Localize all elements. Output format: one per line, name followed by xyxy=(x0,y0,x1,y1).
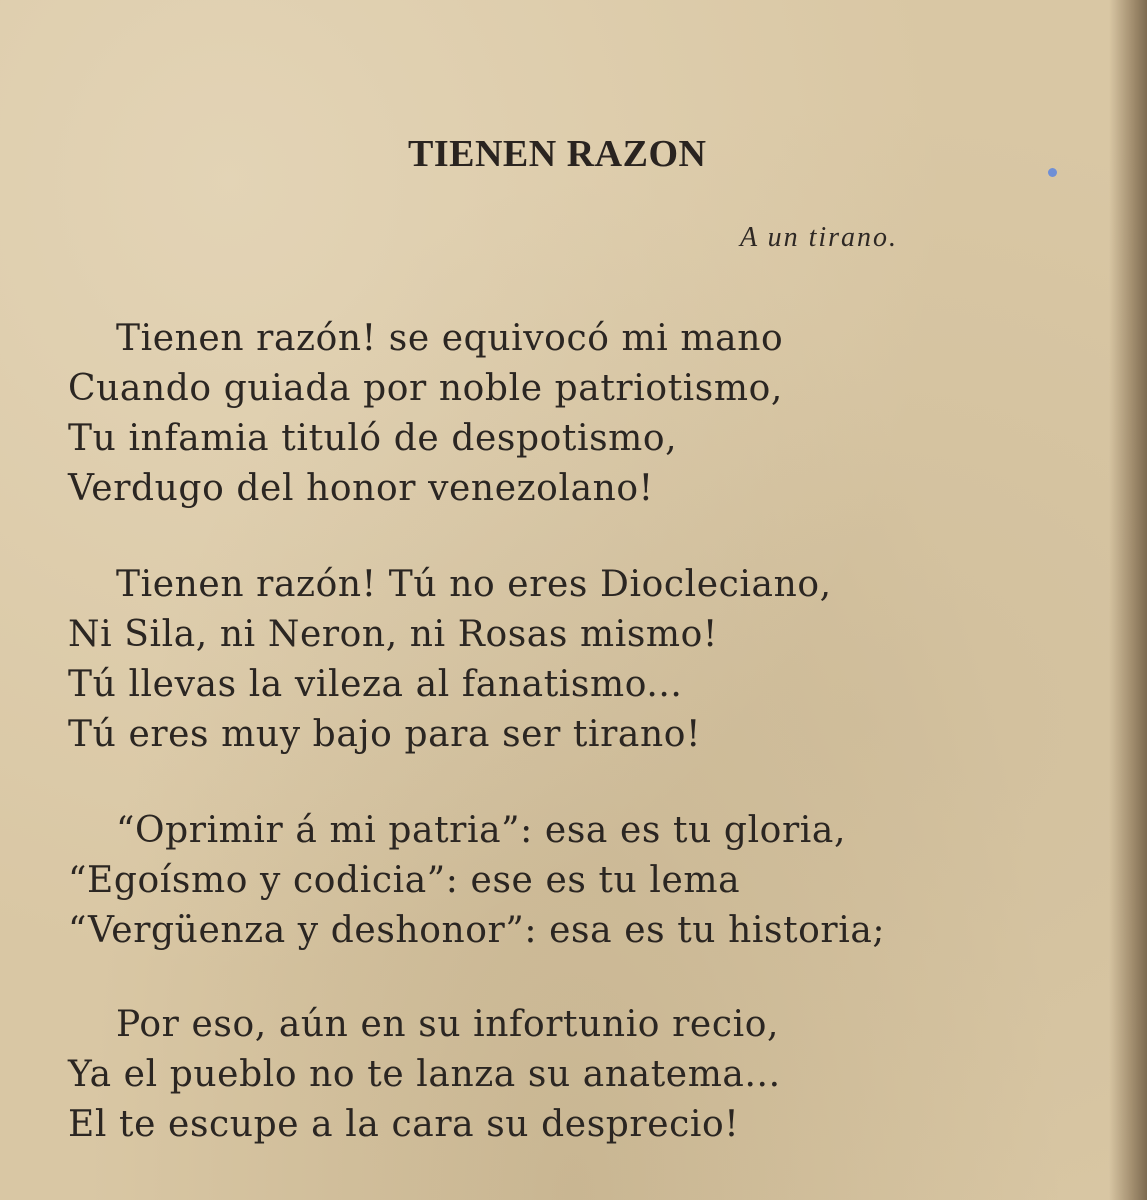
poem-line: El te escupe a la cara su desprecio! xyxy=(68,1104,740,1145)
poem-line: Tienen razón! Tú no eres Diocleciano, xyxy=(116,564,832,605)
poem-line: Tu infamia tituló de despotismo, xyxy=(68,418,678,459)
stanza-3 xyxy=(68,806,885,956)
poem-line: Ni Sila, ni Neron, ni Rosas mismo! xyxy=(68,614,718,655)
stanza-1 xyxy=(68,314,783,514)
poem-line: Cuando guiada por noble patriotismo, xyxy=(68,368,783,409)
poem-line: Tienen razón! se equivocó mi mano xyxy=(116,318,784,359)
poem-line: Ya el pueblo no te lanza su anatema... xyxy=(68,1054,781,1095)
poem-line: Verdugo del honor venezolano! xyxy=(68,468,654,509)
poem-line: Tú eres muy bajo para ser tirano! xyxy=(68,714,702,755)
poem-title: TIENEN RAZON xyxy=(408,133,707,175)
poem-line: Por eso, aún en su infortunio recio, xyxy=(116,1004,780,1045)
stanza-2 xyxy=(68,560,832,760)
stanza-4 xyxy=(68,1000,781,1150)
poem-line: “Egoísmo y codicia”: ese es tu lema xyxy=(68,860,741,901)
blue-marker-dot xyxy=(1048,168,1057,177)
poem-dedication: A un tirano. xyxy=(740,222,899,253)
poem-line: “Oprimir á mi patria”: esa es tu gloria, xyxy=(116,810,846,851)
poem-line: Tú llevas la vileza al fanatismo... xyxy=(68,664,683,705)
page-gutter-shadow xyxy=(1109,0,1147,1200)
poem-line: “Vergüenza y deshonor”: esa es tu historia; xyxy=(68,910,886,951)
